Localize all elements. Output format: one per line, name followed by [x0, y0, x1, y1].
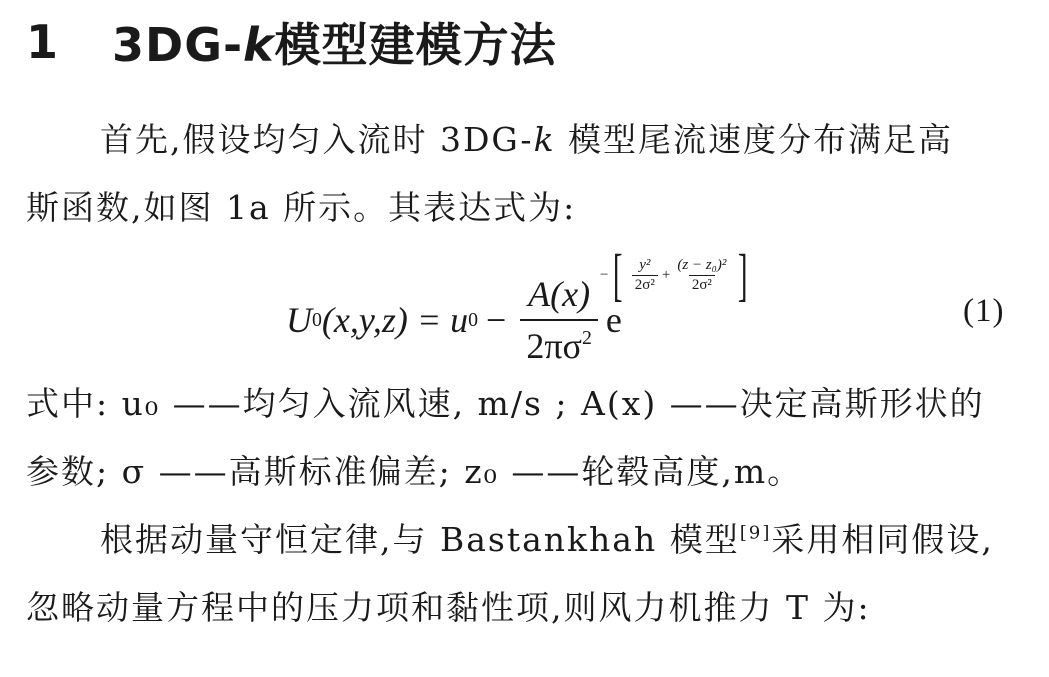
paragraph2-line1: 根据动量守恒定律,与 Bastankhah 模型[9]采用相同假设, — [100, 520, 994, 559]
definitions-line1: 式中: u₀ ——均匀入流风速, m/s ; A(x) ——决定高斯形状的 — [26, 384, 985, 423]
paragraph1-line2: 斯函数,如图 1a 所示。其表达式为: — [26, 188, 577, 227]
definitions-line2: 参数; σ ——高斯标准偏差; z₀ ——轮毂高度,m。 — [26, 452, 803, 491]
paragraph1-line1: 首先,假设均匀入流时 3DG-k 模型尾流速度分布满足高 — [100, 120, 954, 159]
citation-ref: [9] — [739, 522, 772, 544]
equation-1 — [0, 242, 1049, 366]
section-heading — [26, 6, 557, 78]
section-title: 3DG-k模型建模方法 — [112, 18, 557, 72]
equation-body: U 0 (x,y,z) = u 0 − $\frac{A(x)}{2\pi\sigma^2}$ e — [286, 274, 622, 366]
equation-number: (1) — [963, 293, 1005, 329]
equation-exponent: − [ $\frac{\text{y²}}{\text{2σ²}}$ + $\frac{\text{(z − z₀)²}}{\text{2σ²}}$ ] — [600, 242, 748, 307]
equation-fraction: $\frac{A(x)}{2\pi\sigma^2}$ — [520, 273, 597, 367]
paragraph2-line2: 忽略动量方程中的压力项和黏性项,则风力机推力 T 为: — [26, 588, 871, 627]
section-number: 1 — [26, 15, 60, 69]
